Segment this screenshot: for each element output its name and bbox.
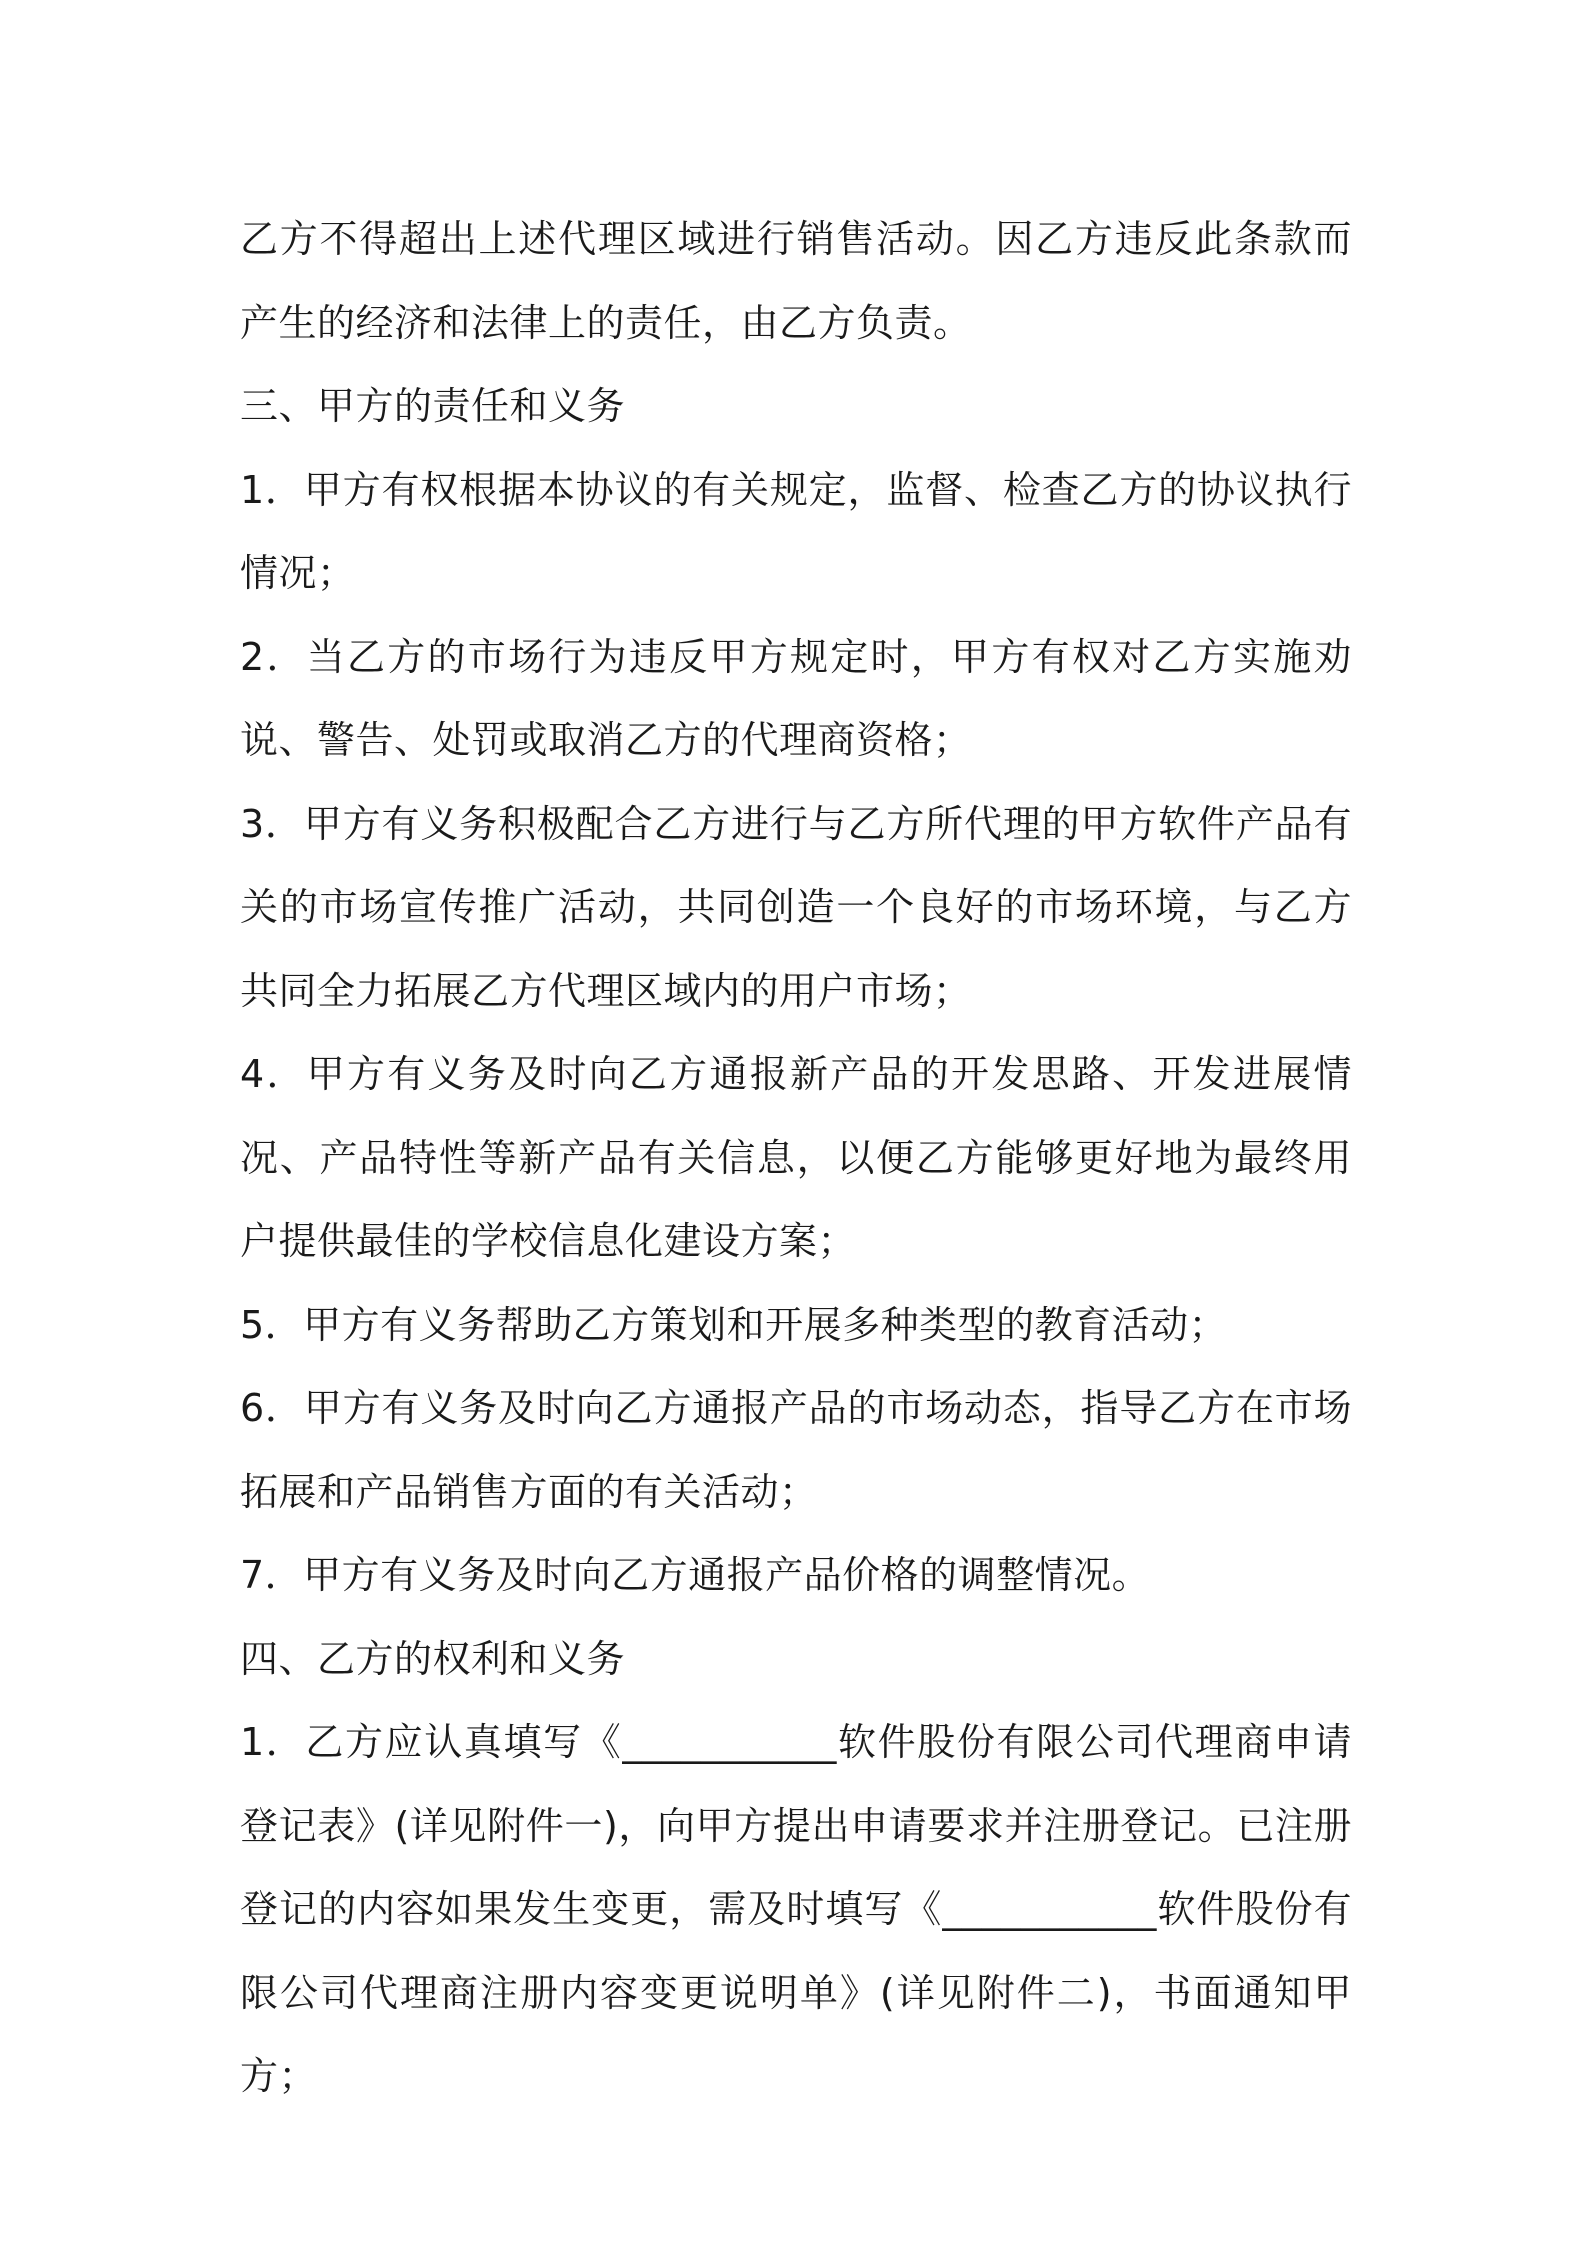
section-heading-party-b-rights: 四、乙方的权利和义务	[240, 1636, 626, 1681]
document-body	[240, 198, 1352, 2119]
clause-a-4: 4．甲方有义务及时向乙方通报新产品的开发思路、开发进展情况、产品特性等新产品有关信息，以便乙方能够更好地为最终用户提供最佳的学校信息化建设方案；	[240, 1052, 1352, 1263]
section-heading-party-a-duties: 三、甲方的责任和义务	[240, 384, 626, 428]
clause-a-1: 1．甲方有权根据本协议的有关规定，监督、检查乙方的协议执行情况；	[240, 467, 1352, 595]
clause-a-7: 7．甲方有义务及时向乙方通报产品价格的调整情况。	[240, 1553, 1151, 1597]
clause-a-6: 6．甲方有义务及时向乙方通报产品的市场动态，指导乙方在市场拓展和产品销售方面的有关活动；	[240, 1386, 1352, 1514]
clause-a-2: 2．当乙方的市场行为违反甲方规定时，甲方有权对乙方实施劝说、警告、处罚或取消乙方的代理商资格；	[240, 634, 1352, 762]
paragraph-region-liability: 乙方不得超出上述代理区域进行销售活动。因乙方违反此条款而产生的经济和法律上的责任，由乙方负责。	[240, 217, 1352, 345]
clause-a-3: 3．甲方有义务积极配合乙方进行与乙方所代理的甲方软件产品有关的市场宣传推广活动，共同创造一个良好的市场环境，与乙方共同全力拓展乙方代理区域内的用户市场；	[240, 801, 1352, 1013]
clause-a-5: 5．甲方有义务帮助乙方策划和开展多种类型的教育活动；	[240, 1302, 1228, 1347]
clause-b-1: 1．乙方应认真填写《___________软件股份有限公司代理商申请登记表》(详见附件一)，向甲方提出申请要求并注册登记。已注册登记的内容如果发生变更，需及时填写《___________软件股份有限公司代理商注册内容变更说明单》(详见附件二)，书面通知甲方；	[240, 1720, 1352, 2098]
